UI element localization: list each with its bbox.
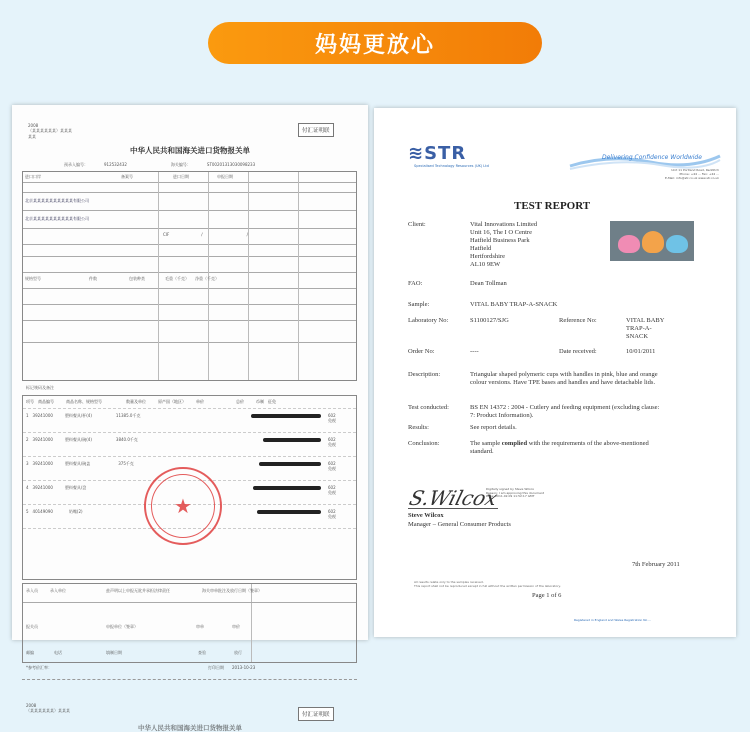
fao-label: FAO: [408,280,423,287]
results-value: See report details. [470,424,517,431]
declaration-form-grid: 进口口岸 备案号 进口日期 申报日期 北京某某某某某某某某某某有限公司 北京某某某某某某某某某某有限公司 CIF / / 规格型号 件数 包装种类 毛重（千克） 净重（千克） [22,171,357,381]
date-received-label: Date received: [559,348,597,355]
payment-certificate-label: 付汇证明联 [298,123,334,137]
conclusion-label: Conclusion: [408,440,440,447]
signer-title: Manager – General Consumer Products [408,521,511,528]
results-label: Results: [408,424,429,431]
slogan-banner: 妈妈更放心 [208,22,542,64]
company-seal: ★ [144,467,222,545]
lab-number-value: S1100127/SJG [470,317,509,324]
sample-label: Sample: [408,301,430,308]
str-logo: ≋STR [408,143,467,164]
payment-certificate-label-bottom: 付汇证明联 [298,707,334,721]
product-photo [610,221,694,261]
tagline: Delivering Confidence Worldwide [602,154,702,161]
date-received-value: 10/01/2011 [626,348,656,355]
lab-number-label: Laboratory No: [408,317,449,324]
declaration-footer-grid: 录入员 录入单位 兹声明以上申报无讹并承担法律责任 海关审单批注及放行日期（签章） 报关员 申报单位（签章） 审单 审价 邮编 电话 填制日期 查验 放行 [22,583,357,663]
reference-label: Reference No: [559,317,597,324]
client-label: Client: [408,221,426,228]
test-report-document: ≋STR Specialised Technology Resources (UK) Ltd Delivering Confidence Worldwide Unit 11 Portland Road, Redditch Phone: +44 ... Fax: +44 ... E-Mail: info@str.co.uk www.str.co.uk TEST REPORT Client: Vital Innovations Limited Unit 16, The I O Centre Hatfield Business Park Hatfield Hertfordshire AL10 9EW FAO: Dean Tollman Sample: VITAL BABY TRAP-A-SNACK Laboratory No: S1100127/SJG Reference No: VITAL BABY TRAP-A- SNACK Order No: ---- Date received: 10/01/2011 Description: Triangular shaped polymeric cups with handles in pink, blue and orange colour versions. Have TPE bases and handles and have detachable lids. Test conducted: BS EN 14372 : 2004 - Cutlery and feeding equipment (excluding clause: 7: Product Information). Results: See report details. Conclusion: The sample complied with the requirements of the above-mentioned standard. S.Wilcox Digitally signed by Steve Wilcox Reason: I am approving this document Date: 2011.02.09 11:52:17 GMT Steve Wilcox Manager – General Consumer Products 7th February 2011 All results relate only to the samples received. This report shall not be reproduced except in full without the written permission of the laboratory. Page 1 of 6 Registered in England and Wales Registration No ... [374,108,736,637]
signature: S.Wilcox [406,486,501,510]
order-value: ---- [470,348,479,355]
reference-value: VITAL BABY TRAP-A- SNACK [626,317,665,340]
goods-table: 项号 商品编号 商品名称、规格型号 数量及单位 原产国（地区） 单价 总价 币制 征免 1 39241000 塑料餐具/杯(4) 11385.0千克 2 39241000 塑料餐具/碗(4) 3840.0千克 3 39241000 塑料餐具/碗盖 375千克 4 39241000 塑料餐具/盘 5 40149090 奶嘴(2) 602 免税 602 免税 602 免税 602 免税 602 免税 [22,395,357,580]
customs-declaration-document: 2008 （某某某某某某）某某某 某某 中华人民共和国海关进口货物报关单 付汇证明联 预录入编号： 912532432 海关编号： ST00201313030098233 进口口岸 备案号 进口日期 申报日期 北京某某某某某某某某某某有限公司 北京某某某某某某某某某某有限公司 CIF / / 规格型号 件数 包装种类 毛重（千克） 净重（千克） 标记唛码及备注 项号 商品编号 商品名称、规格型号 数量及单位 原产国（地区） 单价 总价 币制 征免 1 39241000 塑料餐具/杯(4) 11385.0千克 2 39241000 塑料餐具/碗(4) 3840.0千克 3 39241000 塑料餐具/碗盖 375千克 4 39241000 塑料餐具/盘 5 40149090 奶嘴(2) 602 免税 602 免税 602 免税 602 免税 602 免税 ★ 录入员 录入单位 兹声明以上申报无讹并承担法律责任 海关审单批注及放行日期（签章） 报关员 申报单位（签章） 审单 审价 邮编 电话 填制日期 查验 放行 *参考价汇率： 打印日期 2013-10-23 2008 （某某某某某某）某某某 付汇证明联 中华人民共和国海关进口货物报关单 [12,105,368,640]
customs-declaration-title: 中华人民共和国海关进口货物报关单 [130,146,250,155]
test-conducted-label: Test conducted: [408,404,449,411]
description-label: Description: [408,371,441,378]
fao-value: Dean Tollman [470,280,507,287]
client-value: Vital Innovations Limited Unit 16, The I O Centre Hatfield Business Park Hatfield Hertfordshire AL10 9EW [470,221,538,268]
description-value: Triangular shaped polymeric cups with handles in pink, blue and orange colour versions. Have TPE bases and handles and have detachable lids. [470,371,658,386]
report-title: TEST REPORT [514,200,591,212]
conclusion-value: The sample complied with the requirements of the above-mentioned standard. [470,440,649,455]
page-number: Page 1 of 6 [532,592,562,599]
sample-value: VITAL BABY TRAP-A-SNACK [470,301,558,308]
signer-name: Steve Wilcox [408,512,444,519]
order-label: Order No: [408,348,435,355]
report-date: 7th February 2011 [632,561,680,568]
test-conducted-value: BS EN 14372 : 2004 - Cutlery and feeding equipment (excluding clause: 7: Product Information). [470,404,660,419]
